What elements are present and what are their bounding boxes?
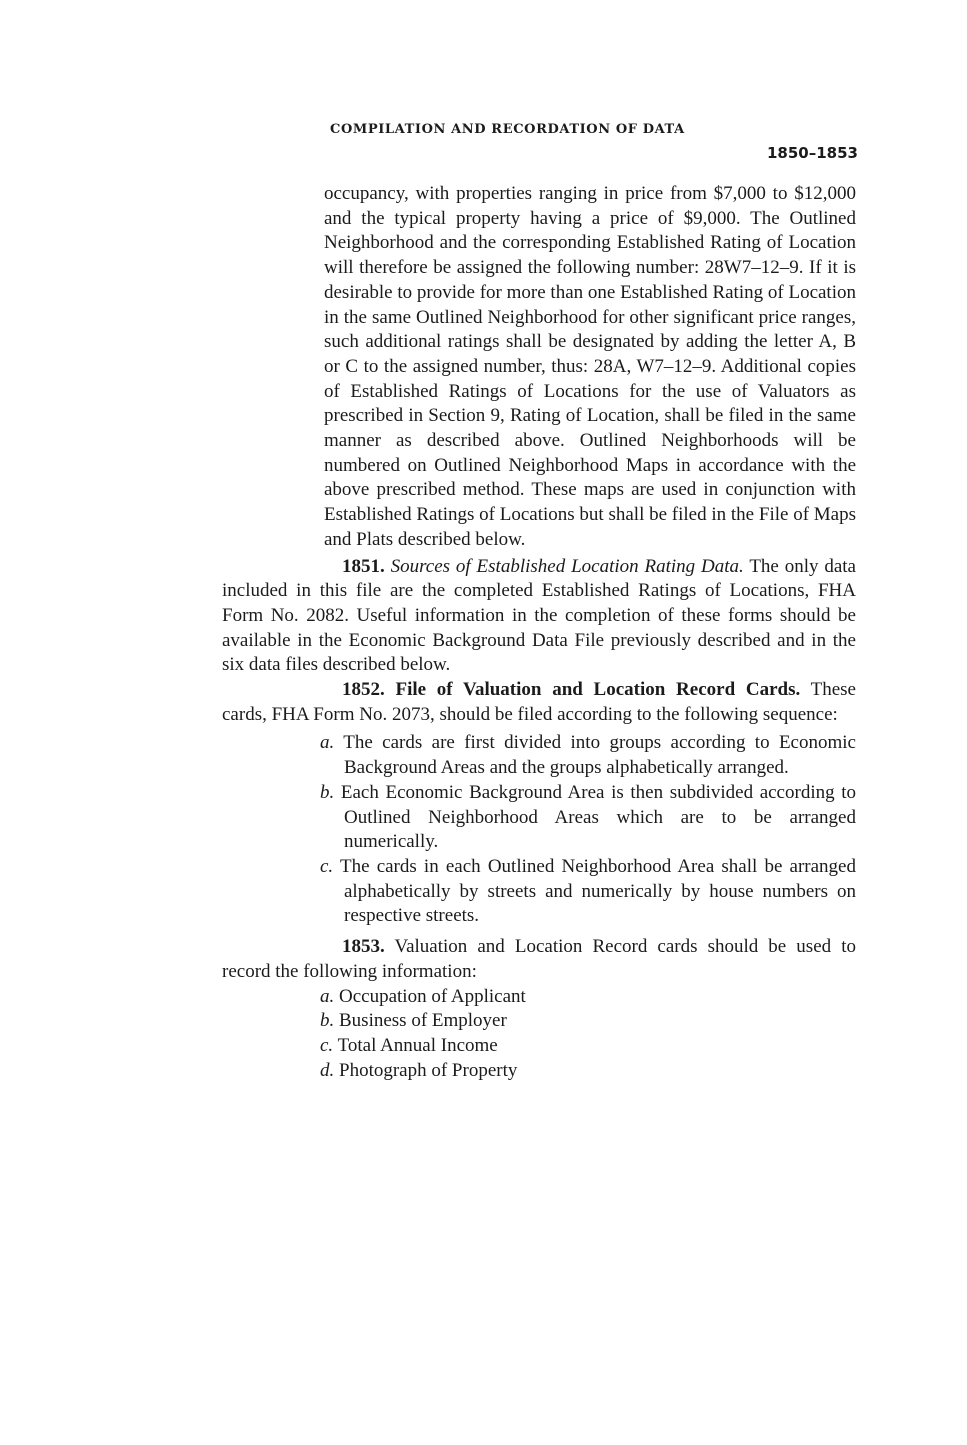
section-1852-list — [222, 731, 856, 929]
list-item-letter: b. — [320, 1010, 335, 1032]
section-1852 — [222, 678, 856, 727]
list-item — [320, 1009, 856, 1034]
list-item-text: Total Annual Income — [337, 1034, 498, 1056]
list-item-text: Each Economic Background Area is then subdivided according to Outlined Neighborhood Areas which are to be arranged numerically. — [340, 781, 856, 853]
list-item-text: Photograph of Property — [339, 1059, 518, 1081]
list-item-letter: c. — [320, 855, 334, 877]
section-1853-text: Valuation and Location Record cards should be used to record the following information: — [222, 936, 856, 982]
list-item — [320, 985, 856, 1010]
list-item — [320, 781, 856, 855]
section-1853-number: 1853. — [342, 936, 385, 958]
continuation-paragraph: occupancy, with properties ranging in price from $7,000 to $12,000 and the typical property having a price of $9,000. The Outlined Neighborhood and the corresponding Established Rating of Location will therefore be assigned the following number: 28W7–12–9. If it is desirable to provide for more than one Established Rating of Location in the same Outlined Neighborhood for other significant price ranges, such additional ratings shall be designated by adding the letter A, B or C to the assigned number, thus: 28A, W7–12–9. Additional copies of Established Ratings of Locations for the use of Valuators as prescribed in Section 9, Rating of Location, shall be filed in the same manner as described above. Outlined Neighborhoods will be numbered on Outlined Neighborhood Maps in accordance with the above prescribed method. These maps are used in conjunction with Established Ratings of Locations but shall be filed in the File of Maps and Plats described below. — [324, 183, 856, 550]
section-1851-title: Sources of Established Location Rating Data. — [390, 555, 744, 577]
list-item-text: Occupation of Applicant — [339, 985, 526, 1007]
list-item-text: The cards are first divided into groups according to Economic Background Areas and the groups alphabetically arranged. — [343, 732, 856, 779]
section-1851-number: 1851. — [342, 555, 385, 577]
list-item — [320, 731, 856, 780]
list-item — [320, 855, 856, 929]
list-item-text: The cards in each Outlined Neighborhood Area shall be arranged alphabetically by streets and numerically by house numbers on respective streets. — [340, 855, 856, 927]
section-1852-number: 1852. — [342, 679, 385, 701]
section-1851-text: The only data included in this file are the completed Established Ratings of Locations, FHA Form No. 2082. Useful information in the completion of these forms should be available in the Economic Background Data File previously described and in the six data files described below. — [222, 555, 856, 676]
list-item-letter: d. — [320, 1059, 335, 1081]
list-item-letter: a. — [320, 985, 335, 1007]
list-item-text: Business of Employer — [339, 1010, 507, 1032]
section-range: 1850–1853 — [767, 144, 858, 162]
section-1851 — [222, 555, 856, 679]
section-1853-list — [222, 985, 856, 1084]
list-item-letter: c. — [320, 1034, 334, 1056]
list-item — [320, 1034, 856, 1059]
section-1852-text: These cards, FHA Form No. 2073, should be filed according to the following sequence: — [222, 679, 856, 725]
list-item-letter: b. — [320, 781, 335, 803]
section-1852-title: File of Valuation and Location Record Cards. — [395, 679, 801, 701]
running-head-title: COMPILATION AND RECORDATION OF DATA — [330, 122, 685, 137]
body-text — [222, 182, 856, 1083]
list-item-letter: a. — [320, 732, 335, 754]
list-item — [320, 1059, 856, 1084]
section-1853 — [222, 935, 856, 984]
